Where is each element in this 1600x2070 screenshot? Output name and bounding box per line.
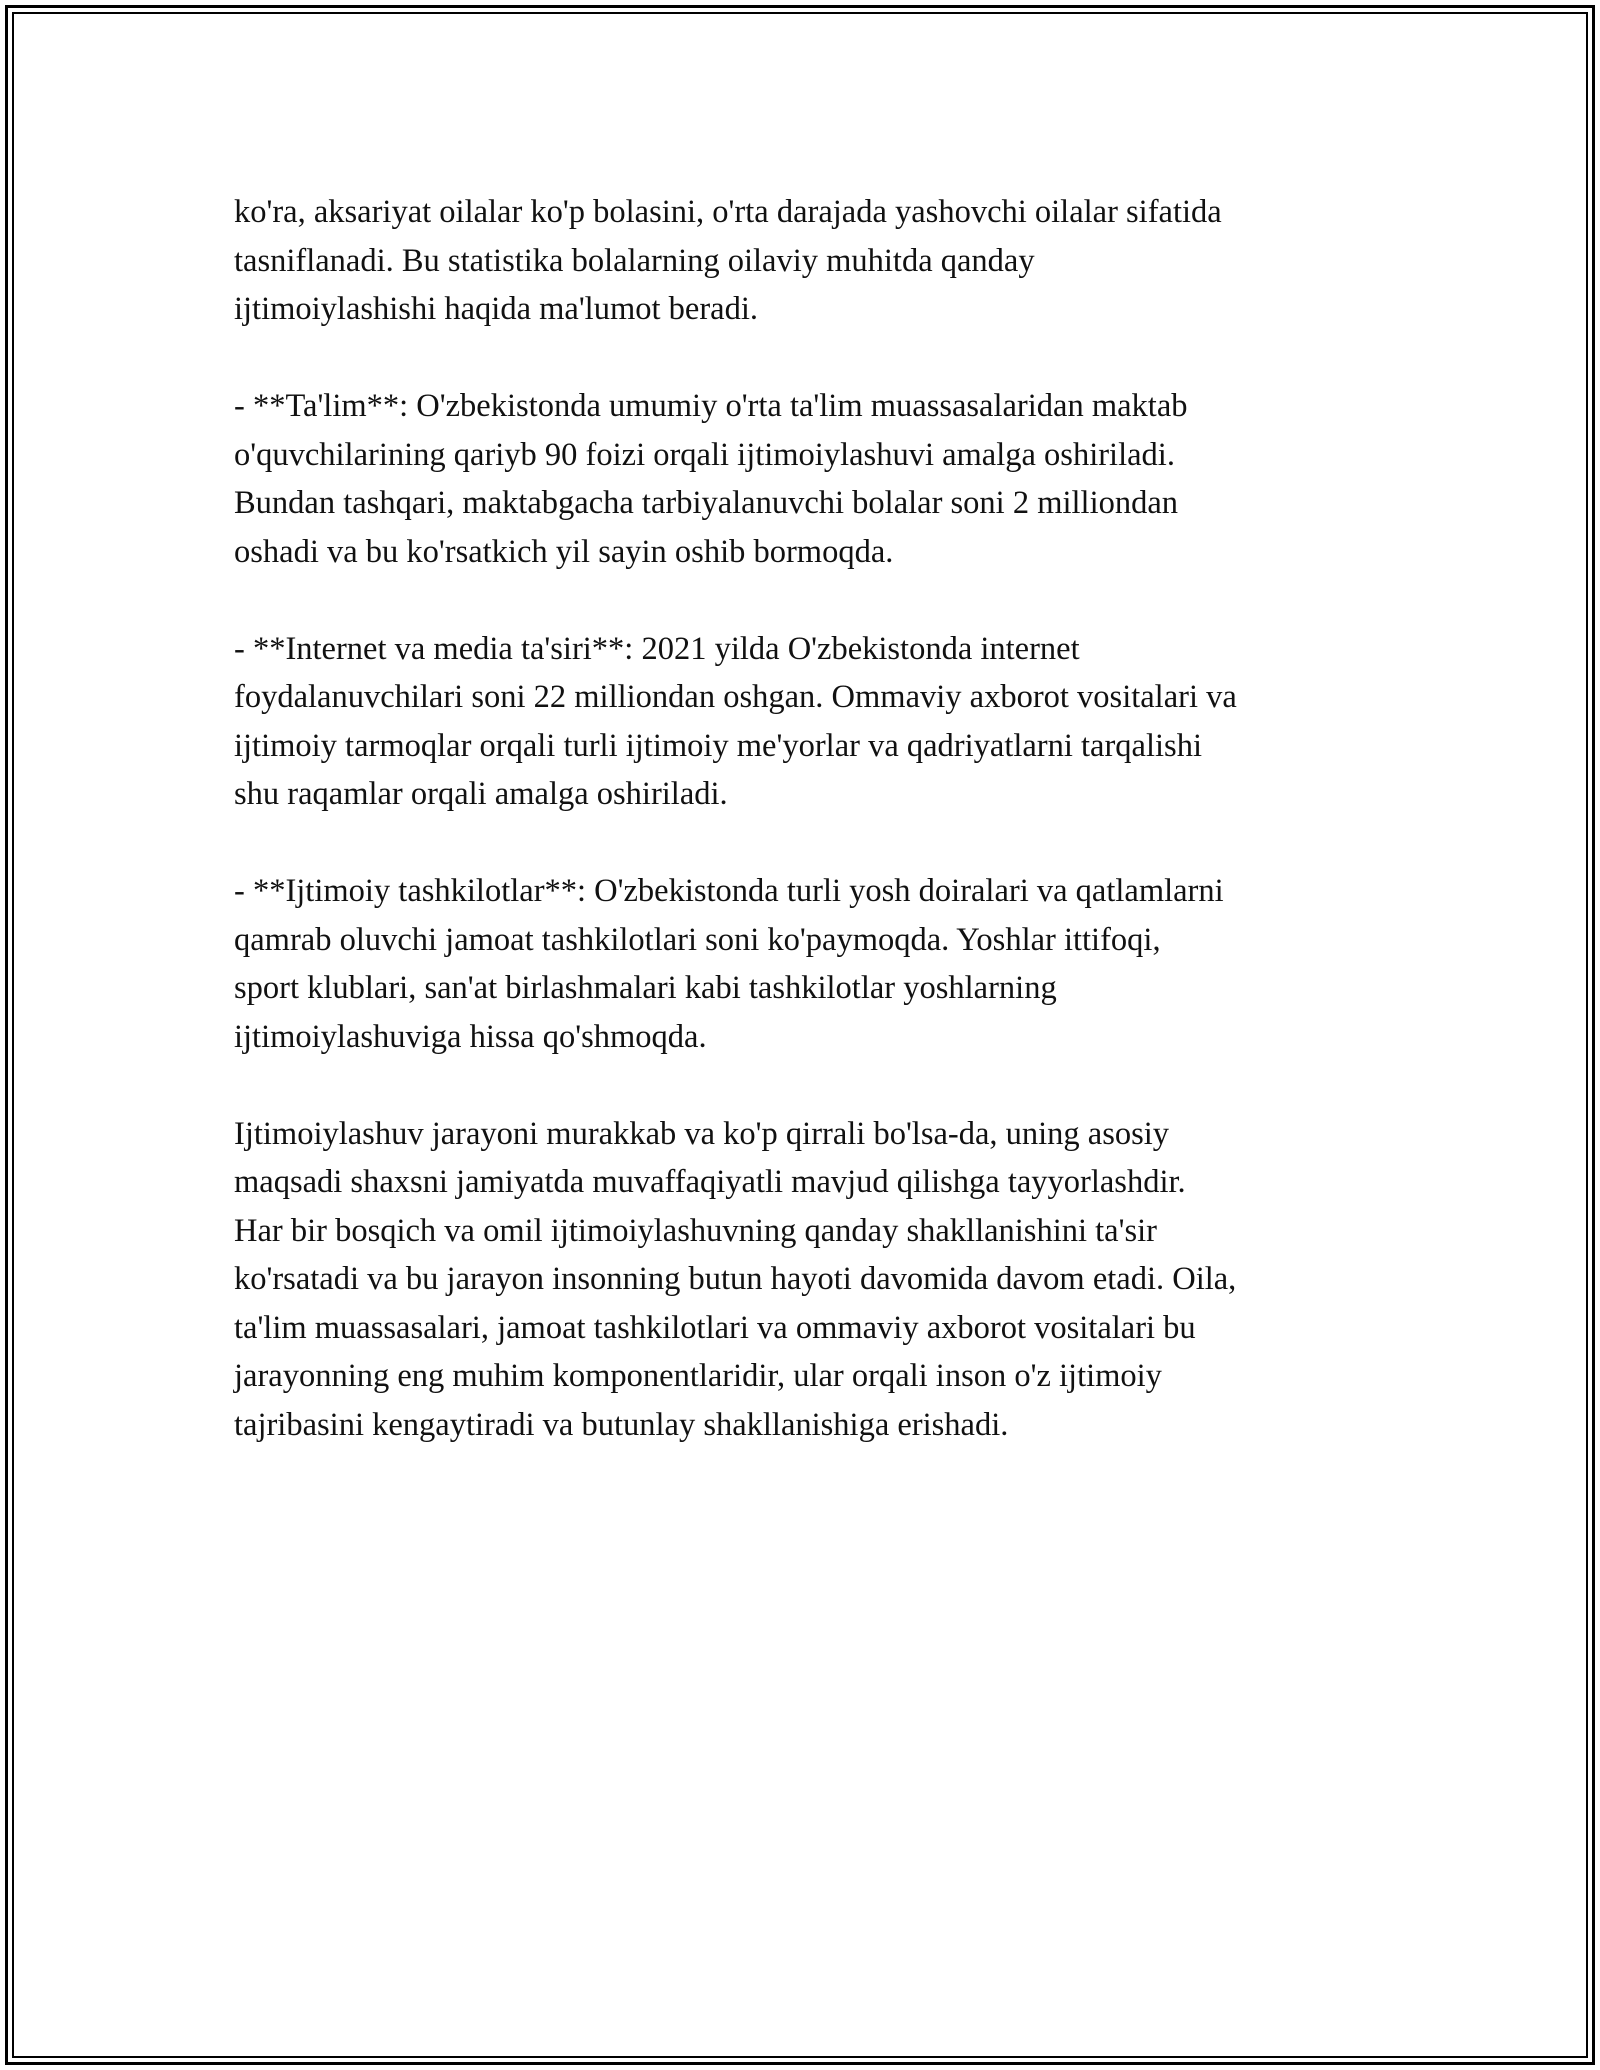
text-line: jarayonning eng muhim komponentlaridir, ular orqali inson o'z ijtimoiy	[234, 1358, 1162, 1394]
text-line: sport klublari, san'at birlashmalari kabi tashkilotlar yoshlarning	[234, 970, 1057, 1006]
text-line: ta'lim muassasalari, jamoat tashkilotlari va ommaviy axborot vositalari bu	[234, 1309, 1196, 1346]
paragraph-education	[234, 382, 1384, 576]
text-line: Har bir bosqich va omil ijtimoiylashuvning qanday shakllanishini ta'sir	[234, 1212, 1157, 1249]
text-line: ko'rsatadi va bu jarayon insonning butun hayoti davomida davom etadi. Oila,	[234, 1261, 1237, 1297]
paragraph-family-statistics	[234, 188, 1384, 334]
text-line: o'quvchilarining qariyb 90 foizi orqali ijtimoiylashuvi amalga oshiriladi.	[234, 436, 1175, 473]
text-line: shu raqamlar orqali amalga oshiriladi.	[234, 776, 728, 812]
text-line: foydalanuvchilari soni 22 milliondan oshgan. Ommaviy axborot vositalari va	[234, 679, 1237, 715]
text-line: - **Ta'lim**: O'zbekistonda umumiy o'rta ta'lim muassasalaridan maktab	[234, 388, 1188, 424]
paragraph-social-organizations	[234, 867, 1384, 1061]
document-body	[234, 188, 1384, 1498]
text-line: tajribasini kengaytiradi va butunlay shakllanishiga erishadi.	[234, 1406, 1009, 1443]
text-line: - **Ijtimoiy tashkilotlar**: O'zbekistonda turli yosh doiralari va qatlamlarni	[234, 873, 1224, 909]
text-line: - **Internet va media ta'siri**: 2021 yilda O'zbekistonda internet	[234, 630, 1080, 667]
text-line: tasniflanadi. Bu statistika bolalarning oilaviy muhitda qanday	[234, 242, 1035, 279]
text-line: ijtimoiylashuviga hissa qo'shmoqda.	[234, 1018, 707, 1055]
text-line: oshadi va bu ko'rsatkich yil sayin oshib bormoqda.	[234, 533, 894, 570]
paragraph-conclusion	[234, 1110, 1384, 1450]
text-line: ijtimoiy tarmoqlar orqali turli ijtimoiy me'yorlar va qadriyatlarni tarqalishi	[234, 727, 1202, 764]
text-line: ijtimoiylashishi haqida ma'lumot beradi.	[234, 291, 758, 327]
text-line: ko'ra, aksariyat oilalar ko'p bolasini, o'rta darajada yashovchi oilalar sifatida	[234, 194, 1222, 230]
text-line: Bundan tashqari, maktabgacha tarbiyalanuvchi bolalar soni 2 milliondan	[234, 485, 1179, 521]
text-line: Ijtimoiylashuv jarayoni murakkab va ko'p qirrali bo'lsa-da, uning asosiy	[234, 1115, 1170, 1152]
text-line: maqsadi shaxsni jamiyatda muvaffaqiyatli mavjud qilishga tayyorlashdir.	[234, 1164, 1186, 1200]
text-line: qamrab oluvchi jamoat tashkilotlari soni ko'paymoqda. Yoshlar ittifoqi,	[234, 921, 1161, 958]
paragraph-internet-media	[234, 625, 1384, 819]
